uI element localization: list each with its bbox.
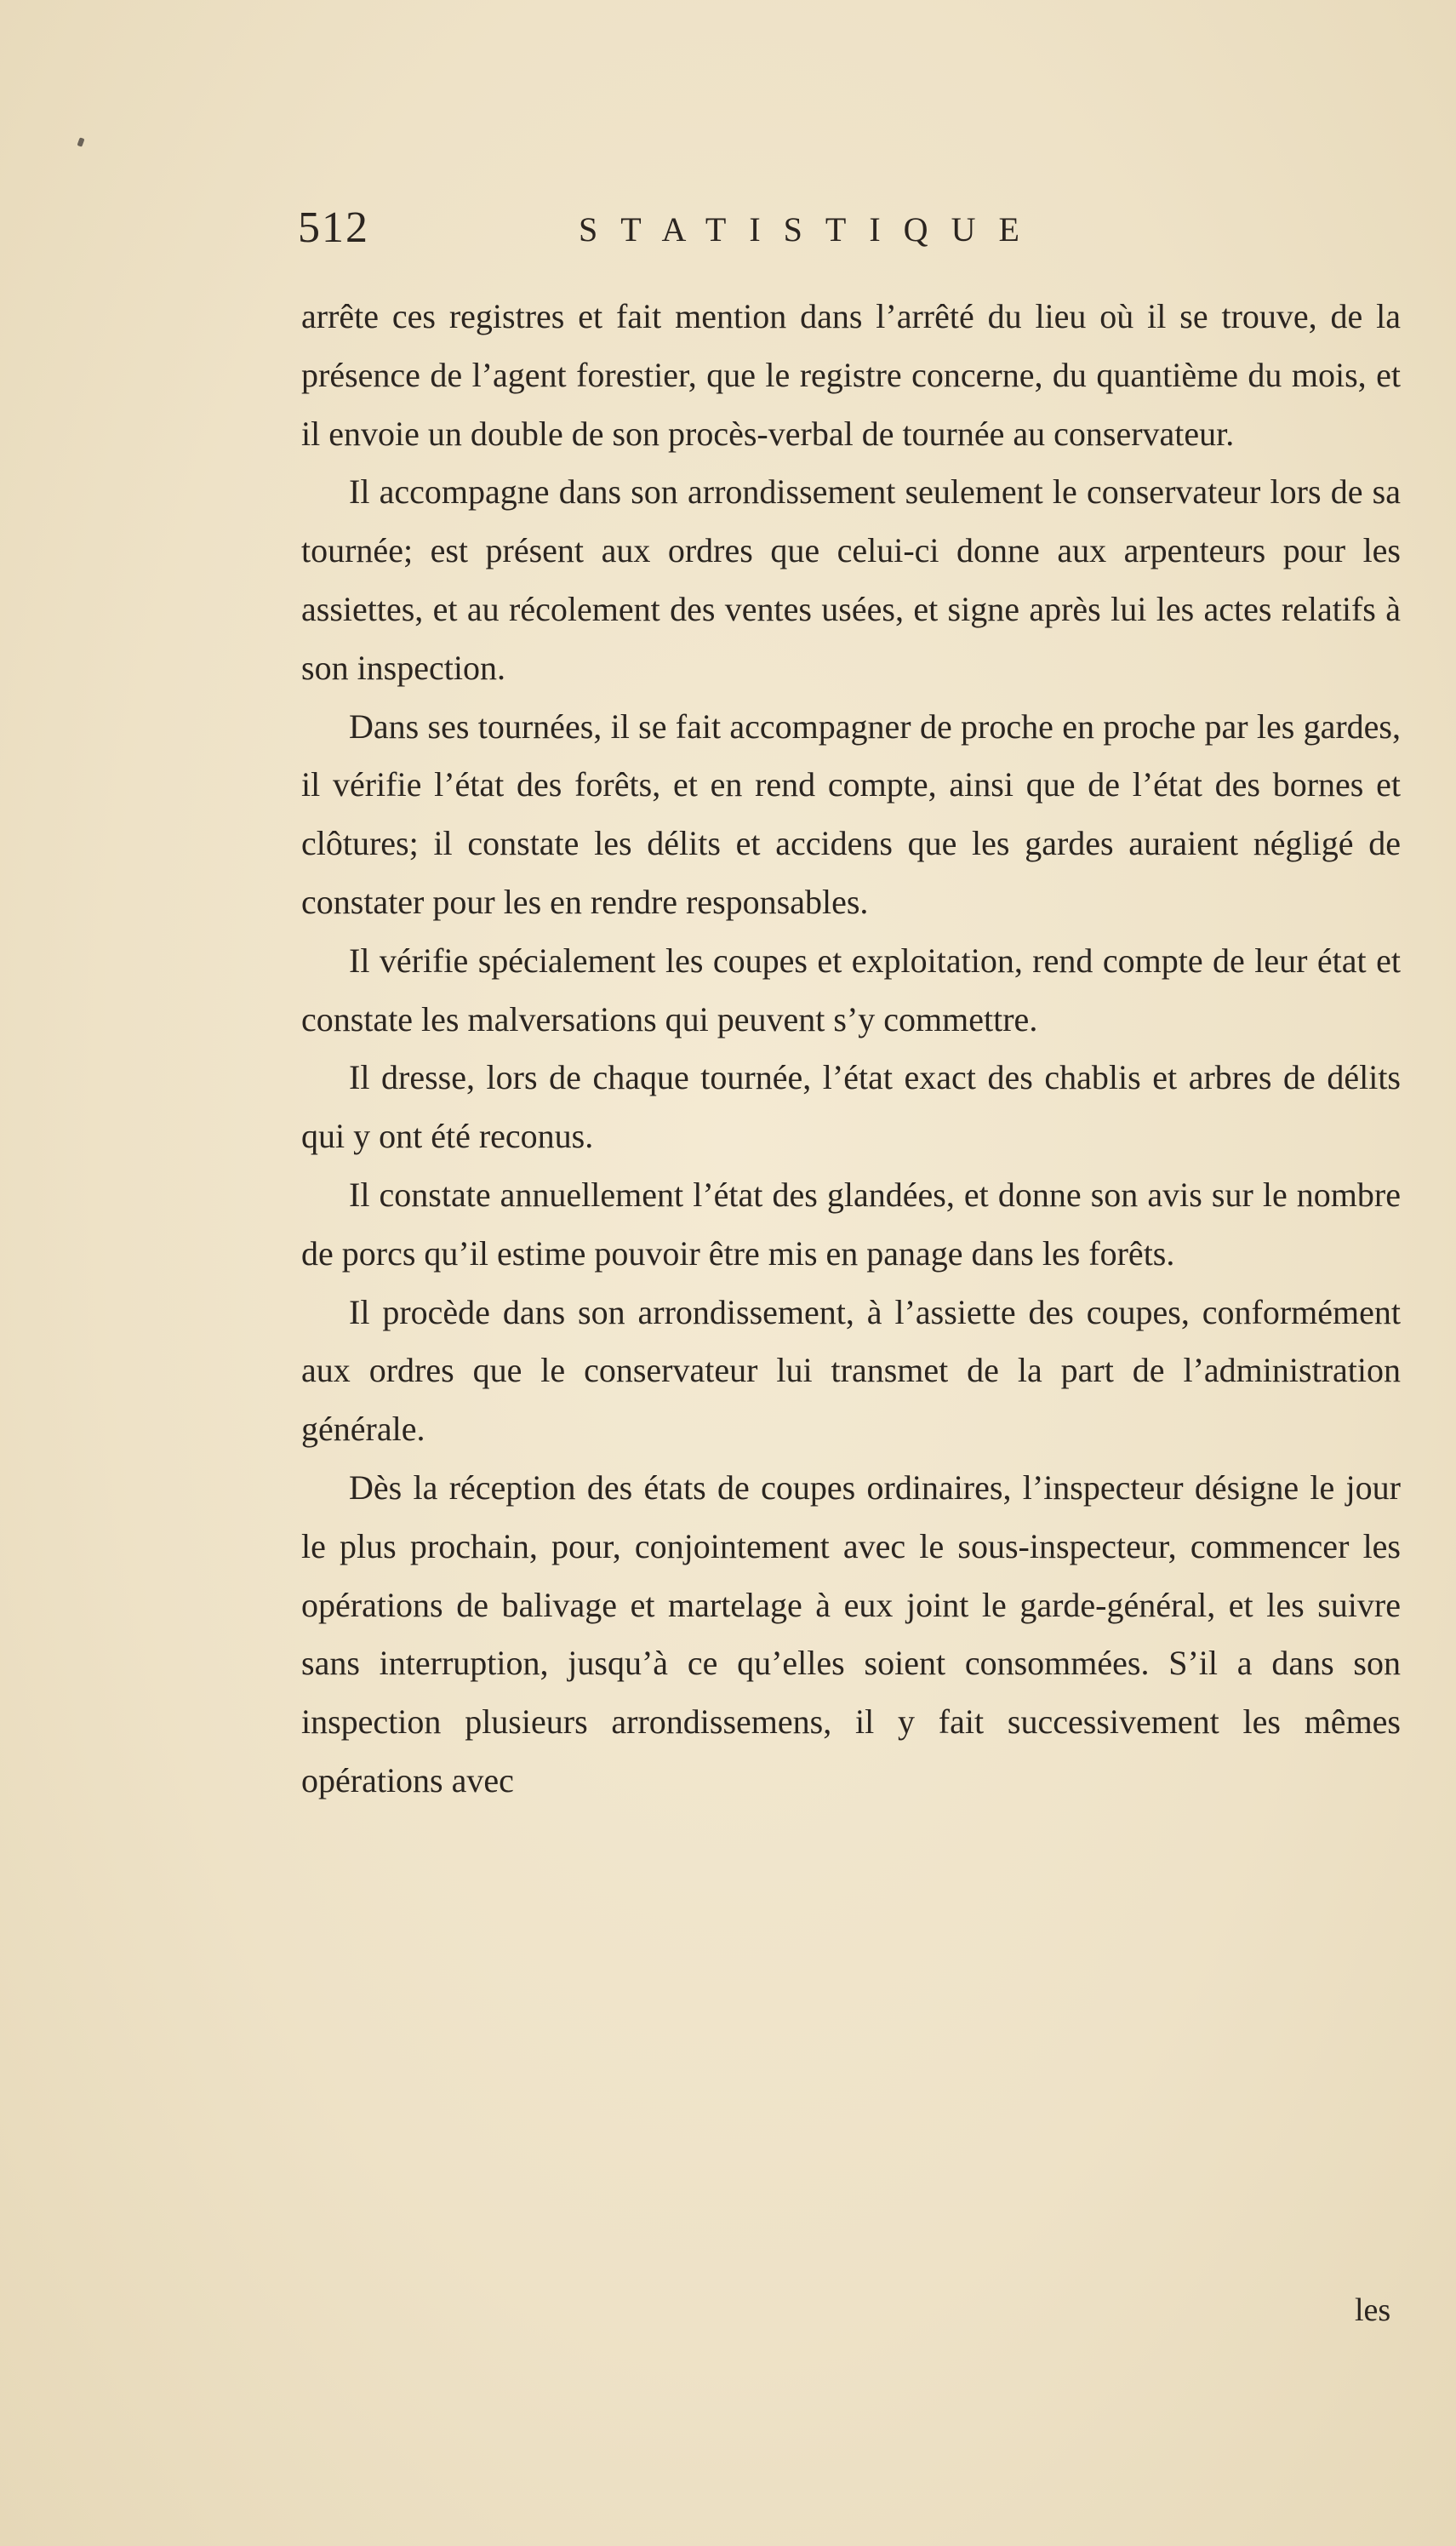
paragraph: Dans ses tournées, il se fait accompagner de proche en proche par les gardes, il vérifie l’état des forêts, et en rend compte, ainsi que de l’état des bornes et clôtures; il constate les délits et accidens que les gardes auraient négligé de constater pour les en rendre responsables. (301, 707, 1401, 921)
paragraph: Il constate annuellement l’état des glandées, et donne son avis sur le nombre de porcs qu’il estime pouvoir être mis en panage dans les forêts. (301, 1175, 1401, 1273)
paragraph: Il vérifie spécialement les coupes et exploitation, rend compte de leur état et constate les malversations qui peuvent s’y commettre. (301, 941, 1401, 1038)
page-number: 512 (298, 203, 369, 252)
page-header (298, 203, 1166, 271)
ink-speck (77, 137, 84, 146)
paragraph: Dès la réception des états de coupes ordinaires, l’inspecteur désigne le jour le plus prochain, pour, conjointement avec le sous-inspecteur, commencer les opérations de balivage et martelage à eux joint le garde-général, et les suivre sans interruption, jusqu’à ce qu’elles soient consommées. S’il a dans son inspection plusieurs arrondissemens, il y fait successivement les mêmes opérations avec (301, 1468, 1401, 1799)
paragraph-continued: arrête ces registres et fait mention dans l’arrêté du lieu où il se trouve, de la présence de l’agent forestier, que le registre concerne, du quantième du mois, et il envoie un double de son procès-verbal de tournée au conservateur. (301, 297, 1401, 453)
body-text (301, 288, 1401, 1811)
paragraph: Il accompagne dans son arrondissement seulement le conservateur lors de sa tournée; est présent aux ordres que celui-ci donne aux arpenteurs pour les assiettes, et au récolement des ventes usées, et signe après lui les actes relatifs à son inspection. (301, 472, 1401, 687)
paragraph: Il dresse, lors de chaque tournée, l’état exact des chablis et arbres de délits qui y ont été reconus. (301, 1058, 1401, 1156)
catchword: les (1355, 2292, 1391, 2328)
paragraph: Il procède dans son arrondissement, à l’assiette des coupes, conformément aux ordres que le conservateur lui transmet de la part de l’administration générale. (301, 1292, 1401, 1449)
running-title: STATISTIQUE (579, 210, 1042, 249)
